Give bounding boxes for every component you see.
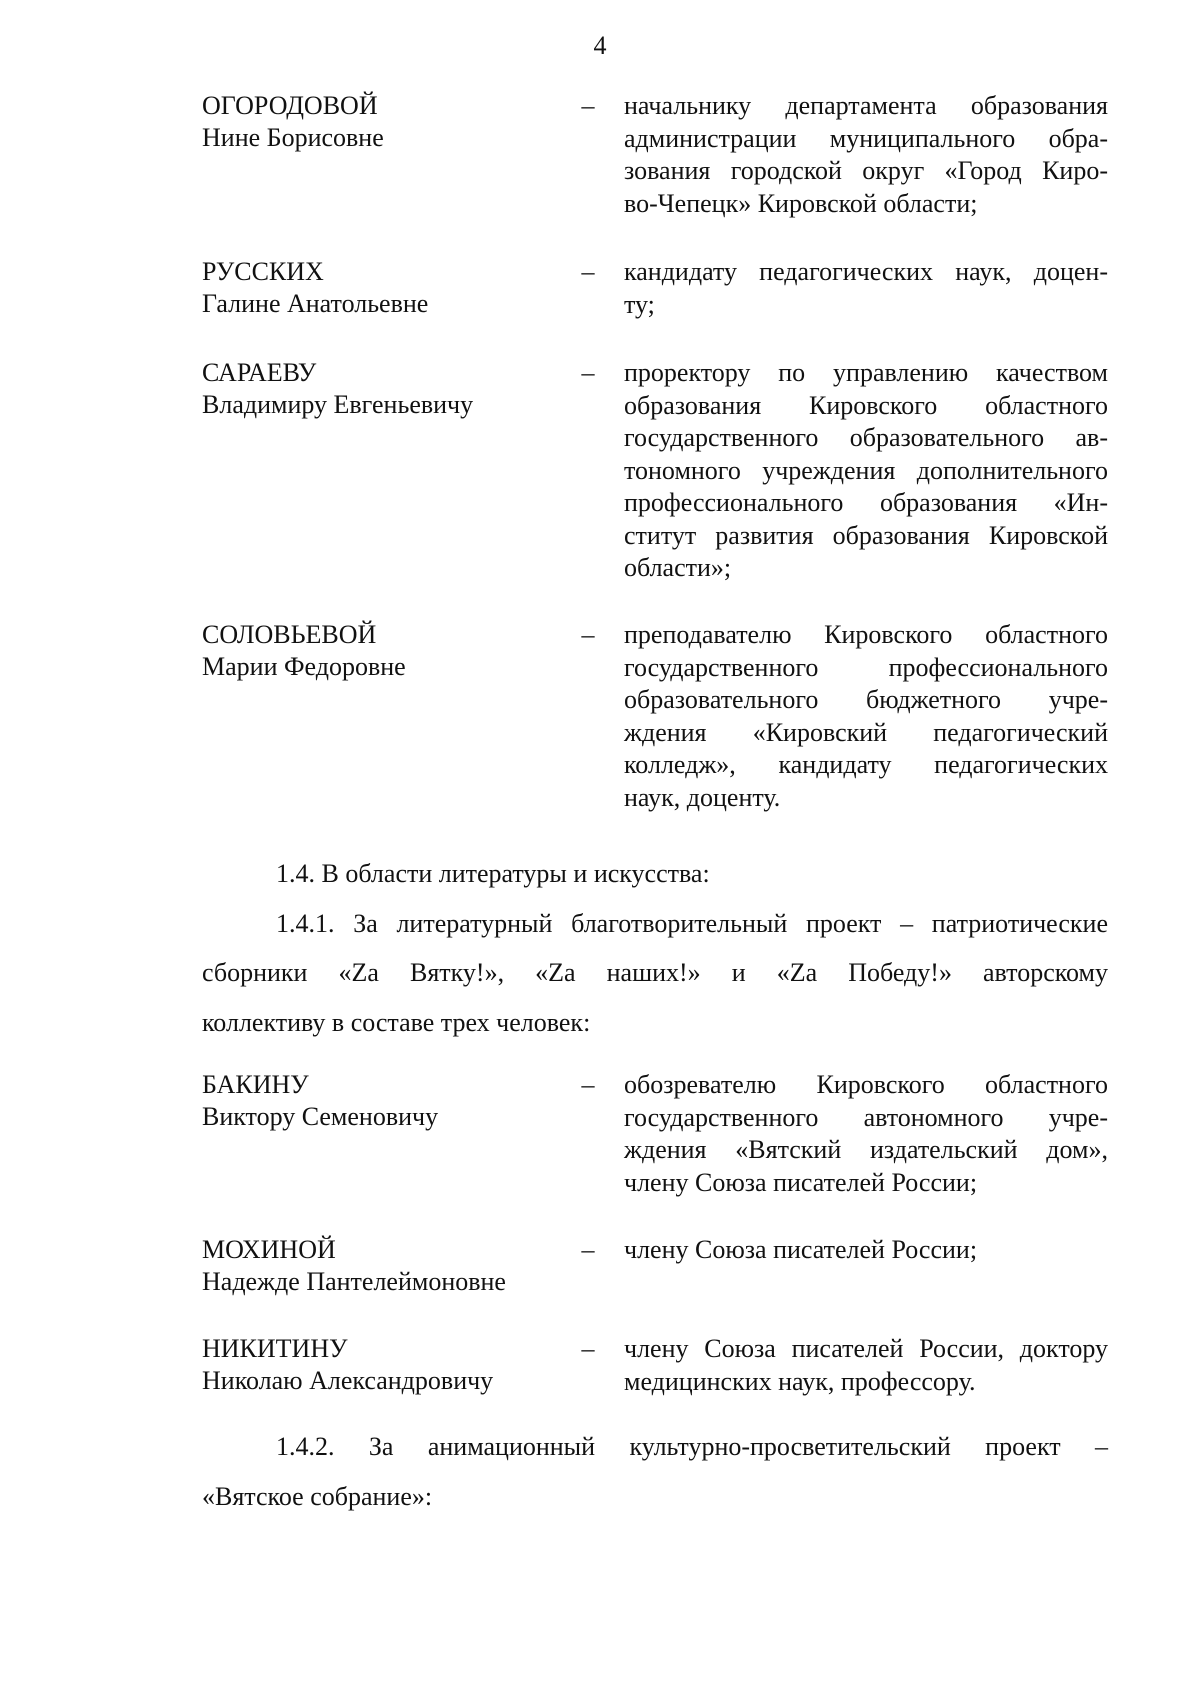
recipient-surname: СОЛОВЬЕВОЙ bbox=[202, 620, 377, 649]
section-paragraph-line: «Вятское собрание»: bbox=[202, 1482, 433, 1511]
position-line: образования Кировского областного bbox=[624, 390, 1108, 420]
recipient-given-name: Виктору Семеновичу bbox=[202, 1102, 439, 1131]
recipient-surname: РУССКИХ bbox=[202, 257, 324, 286]
position-line: администрации муниципального обра- bbox=[624, 123, 1108, 153]
dash-separator: – bbox=[581, 358, 595, 387]
position-line: члену Союза писателей России, доктору bbox=[624, 1334, 1108, 1363]
recipient-position bbox=[624, 256, 1108, 321]
dash-separator: – bbox=[581, 620, 595, 649]
position-line: проректору по управлению качеством bbox=[624, 358, 1108, 387]
position-line: кандидату педагогических наук, доцен- bbox=[624, 257, 1108, 286]
position-line: медицинских наук, профессору. bbox=[624, 1366, 976, 1396]
recipient-name bbox=[202, 90, 562, 154]
page-number: 4 bbox=[593, 31, 607, 60]
recipient-name bbox=[202, 256, 562, 320]
position-line: государственного образовательного ав- bbox=[624, 423, 1108, 452]
position-line: государственного профессионального bbox=[624, 652, 1108, 682]
dash-separator: – bbox=[581, 257, 595, 286]
section-paragraph-line: 1.4.1. За литературный благотворительный проект – патриотические bbox=[276, 909, 1108, 938]
recipient-position bbox=[624, 90, 1108, 220]
recipient-given-name: Надежде Пантелеймоновне bbox=[202, 1267, 506, 1296]
recipient-given-name: Марии Федоровне bbox=[202, 652, 406, 681]
section-heading: 1.4. В области литературы и искусства: bbox=[276, 859, 710, 888]
recipient-given-name: Галине Анатольевне bbox=[202, 289, 429, 318]
recipient-name bbox=[202, 1234, 562, 1298]
position-line: ждения «Кировский педагогический bbox=[624, 717, 1108, 747]
recipient-position bbox=[624, 1234, 1108, 1267]
position-line: обозревателю Кировского областного bbox=[624, 1070, 1108, 1099]
recipient-name bbox=[202, 1333, 562, 1397]
recipient-name bbox=[202, 1069, 562, 1133]
recipient-name bbox=[202, 357, 562, 421]
recipient-surname: САРАЕВУ bbox=[202, 358, 317, 387]
recipient-position bbox=[624, 1333, 1108, 1398]
position-line: образовательного бюджетного учре- bbox=[624, 685, 1108, 714]
recipient-given-name: Николаю Александровичу bbox=[202, 1366, 494, 1395]
recipient-surname: БАКИНУ bbox=[202, 1070, 309, 1099]
position-line: зования городской округ «Город Киро- bbox=[624, 156, 1108, 185]
position-line: члену Союза писателей России; bbox=[624, 1167, 978, 1197]
recipient-position bbox=[624, 1069, 1108, 1199]
position-line: во-Чепецк» Кировской области; bbox=[624, 188, 978, 218]
recipient-position bbox=[624, 357, 1108, 585]
recipient-given-name: Нине Борисовне bbox=[202, 123, 384, 152]
section-paragraph-line: 1.4.2. За анимационный культурно-просветительский проект – bbox=[276, 1432, 1108, 1461]
recipient-given-name: Владимиру Евгеньевичу bbox=[202, 390, 474, 419]
position-line: ту; bbox=[624, 289, 655, 319]
dash-separator: – bbox=[581, 1070, 595, 1099]
recipient-surname: НИКИТИНУ bbox=[202, 1334, 348, 1363]
position-line: начальнику департамента образования bbox=[624, 91, 1108, 120]
position-line: ждения «Вятский издательский дом», bbox=[624, 1135, 1108, 1164]
position-line: ститут развития образования Кировской bbox=[624, 520, 1108, 550]
dash-separator: – bbox=[581, 1334, 595, 1363]
position-line: преподавателю Кировского областного bbox=[624, 620, 1108, 649]
position-line: тономного учреждения дополнительного bbox=[624, 455, 1108, 485]
recipient-position bbox=[624, 619, 1108, 814]
position-line: области»; bbox=[624, 553, 732, 582]
position-line: члену Союза писателей России; bbox=[624, 1235, 978, 1264]
dash-separator: – bbox=[581, 91, 595, 120]
recipient-surname: ОГОРОДОВОЙ bbox=[202, 91, 378, 120]
section-paragraph-line: коллективу в составе трех человек: bbox=[202, 1008, 591, 1037]
position-line: наук, доценту. bbox=[624, 782, 781, 812]
dash-separator: – bbox=[581, 1235, 595, 1264]
recipient-surname: МОХИНОЙ bbox=[202, 1235, 336, 1264]
position-line: колледж», кандидату педагогических bbox=[624, 750, 1108, 779]
position-line: профессионального образования «Ин- bbox=[624, 488, 1108, 517]
recipient-name bbox=[202, 619, 562, 683]
position-line: государственного автономного учре- bbox=[624, 1102, 1108, 1132]
section-paragraph-line: сборники «Za Вятку!», «Za наших!» и «Za Победу!» авторскому bbox=[202, 958, 1108, 987]
